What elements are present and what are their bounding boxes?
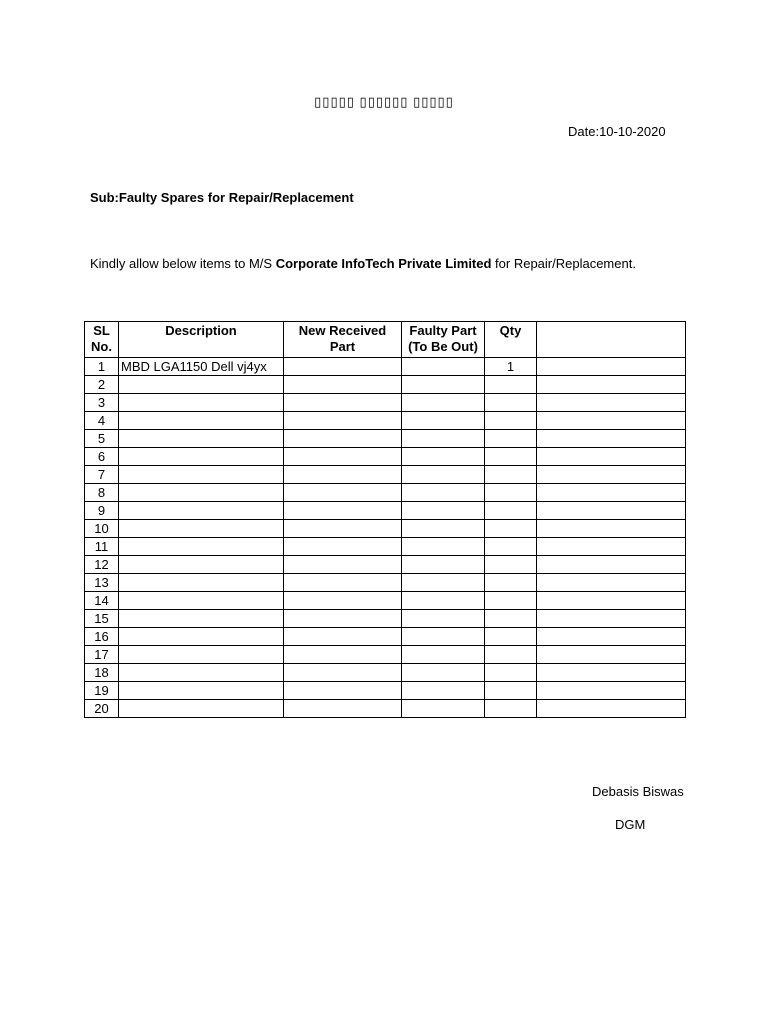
cell-faulty-part bbox=[402, 538, 485, 556]
header-faulty-part: Faulty Part (To Be Out) bbox=[402, 322, 485, 358]
cell-extra bbox=[537, 376, 686, 394]
cell-extra bbox=[537, 502, 686, 520]
cell-description bbox=[119, 592, 284, 610]
cell-description bbox=[119, 430, 284, 448]
cell-qty bbox=[485, 502, 537, 520]
cell-description bbox=[119, 466, 284, 484]
table-row bbox=[85, 430, 686, 448]
cell-qty bbox=[485, 412, 537, 430]
cell-sl-no: 5 bbox=[85, 430, 119, 448]
cell-qty bbox=[485, 556, 537, 574]
cell-description bbox=[119, 700, 284, 718]
cell-new-received-part bbox=[284, 700, 402, 718]
document-date: Date:10-10-2020 bbox=[568, 124, 666, 139]
cell-faulty-part bbox=[402, 592, 485, 610]
table-row bbox=[85, 502, 686, 520]
cell-faulty-part bbox=[402, 412, 485, 430]
header-description: Description bbox=[119, 322, 284, 358]
cell-new-received-part bbox=[284, 520, 402, 538]
cell-faulty-part bbox=[402, 556, 485, 574]
cell-sl-no: 13 bbox=[85, 574, 119, 592]
cell-description bbox=[119, 376, 284, 394]
request-company: Corporate InfoTech Private Limited bbox=[275, 256, 492, 271]
cell-new-received-part bbox=[284, 502, 402, 520]
table-row bbox=[85, 538, 686, 556]
cell-sl-no: 19 bbox=[85, 682, 119, 700]
cell-faulty-part bbox=[402, 358, 485, 376]
request-paragraph bbox=[90, 256, 636, 271]
table-row bbox=[85, 394, 686, 412]
cell-description bbox=[119, 646, 284, 664]
cell-qty bbox=[485, 664, 537, 682]
cell-qty bbox=[485, 448, 537, 466]
cell-sl-no: 12 bbox=[85, 556, 119, 574]
cell-extra bbox=[537, 448, 686, 466]
cell-description bbox=[119, 502, 284, 520]
cell-sl-no: 11 bbox=[85, 538, 119, 556]
table-row bbox=[85, 448, 686, 466]
items-table bbox=[84, 321, 686, 718]
table-row bbox=[85, 700, 686, 718]
table-row bbox=[85, 376, 686, 394]
cell-description bbox=[119, 448, 284, 466]
cell-new-received-part bbox=[284, 376, 402, 394]
cell-description bbox=[119, 574, 284, 592]
cell-sl-no: 8 bbox=[85, 484, 119, 502]
cell-new-received-part bbox=[284, 538, 402, 556]
cell-extra bbox=[537, 700, 686, 718]
cell-new-received-part bbox=[284, 646, 402, 664]
table-row bbox=[85, 628, 686, 646]
cell-qty bbox=[485, 430, 537, 448]
cell-qty bbox=[485, 628, 537, 646]
header-qty: Qty bbox=[485, 322, 537, 358]
cell-new-received-part bbox=[284, 682, 402, 700]
cell-qty: 1 bbox=[485, 358, 537, 376]
cell-extra bbox=[537, 610, 686, 628]
cell-new-received-part bbox=[284, 358, 402, 376]
cell-extra bbox=[537, 664, 686, 682]
cell-new-received-part bbox=[284, 430, 402, 448]
cell-qty bbox=[485, 574, 537, 592]
cell-qty bbox=[485, 538, 537, 556]
cell-faulty-part bbox=[402, 502, 485, 520]
cell-new-received-part bbox=[284, 556, 402, 574]
cell-sl-no: 10 bbox=[85, 520, 119, 538]
cell-sl-no: 17 bbox=[85, 646, 119, 664]
cell-faulty-part bbox=[402, 646, 485, 664]
header-new-received-part: New Received Part bbox=[284, 322, 402, 358]
cell-extra bbox=[537, 484, 686, 502]
cell-faulty-part bbox=[402, 682, 485, 700]
cell-extra bbox=[537, 628, 686, 646]
cell-sl-no: 18 bbox=[85, 664, 119, 682]
cell-faulty-part bbox=[402, 664, 485, 682]
signatory-title: DGM bbox=[615, 817, 646, 832]
cell-sl-no: 16 bbox=[85, 628, 119, 646]
table-row bbox=[85, 574, 686, 592]
table-row bbox=[85, 520, 686, 538]
table-row bbox=[85, 610, 686, 628]
table-row bbox=[85, 556, 686, 574]
cell-sl-no: 6 bbox=[85, 448, 119, 466]
cell-qty bbox=[485, 376, 537, 394]
cell-sl-no: 20 bbox=[85, 700, 119, 718]
cell-description bbox=[119, 538, 284, 556]
cell-qty bbox=[485, 610, 537, 628]
cell-sl-no: 3 bbox=[85, 394, 119, 412]
table-header-row bbox=[85, 322, 686, 358]
cell-new-received-part bbox=[284, 610, 402, 628]
cell-qty bbox=[485, 682, 537, 700]
table-row bbox=[85, 646, 686, 664]
cell-extra bbox=[537, 646, 686, 664]
cell-description bbox=[119, 556, 284, 574]
cell-new-received-part bbox=[284, 412, 402, 430]
cell-new-received-part bbox=[284, 628, 402, 646]
request-prefix: Kindly allow below items to M/S bbox=[90, 256, 276, 271]
items-table-body bbox=[85, 358, 686, 718]
cell-new-received-part bbox=[284, 448, 402, 466]
cell-description bbox=[119, 484, 284, 502]
cell-extra bbox=[537, 394, 686, 412]
cell-sl-no: 2 bbox=[85, 376, 119, 394]
request-suffix: for Repair/Replacement. bbox=[491, 256, 636, 271]
cell-description bbox=[119, 628, 284, 646]
table-row bbox=[85, 466, 686, 484]
cell-faulty-part bbox=[402, 430, 485, 448]
cell-description bbox=[119, 520, 284, 538]
cell-faulty-part bbox=[402, 628, 485, 646]
cell-qty bbox=[485, 646, 537, 664]
cell-faulty-part bbox=[402, 574, 485, 592]
cell-description bbox=[119, 610, 284, 628]
subject-line: Sub:Faulty Spares for Repair/Replacement bbox=[90, 190, 354, 205]
signatory-name: Debasis Biswas bbox=[592, 784, 684, 799]
cell-new-received-part bbox=[284, 466, 402, 484]
cell-description bbox=[119, 394, 284, 412]
cell-extra bbox=[537, 520, 686, 538]
cell-faulty-part bbox=[402, 448, 485, 466]
table-row bbox=[85, 484, 686, 502]
cell-new-received-part bbox=[284, 664, 402, 682]
cell-sl-no: 9 bbox=[85, 502, 119, 520]
cell-description: MBD LGA1150 Dell vj4yx bbox=[119, 358, 284, 376]
cell-extra bbox=[537, 592, 686, 610]
table-row bbox=[85, 664, 686, 682]
cell-extra bbox=[537, 556, 686, 574]
cell-extra bbox=[537, 574, 686, 592]
cell-sl-no: 7 bbox=[85, 466, 119, 484]
cell-faulty-part bbox=[402, 376, 485, 394]
cell-faulty-part bbox=[402, 610, 485, 628]
table-row bbox=[85, 682, 686, 700]
cell-faulty-part bbox=[402, 700, 485, 718]
cell-qty bbox=[485, 700, 537, 718]
table-row bbox=[85, 358, 686, 376]
table-row bbox=[85, 412, 686, 430]
cell-new-received-part bbox=[284, 592, 402, 610]
cell-qty bbox=[485, 484, 537, 502]
cell-sl-no: 1 bbox=[85, 358, 119, 376]
cell-extra bbox=[537, 682, 686, 700]
cell-new-received-part bbox=[284, 394, 402, 412]
cell-extra bbox=[537, 430, 686, 448]
cell-extra bbox=[537, 358, 686, 376]
cell-description bbox=[119, 412, 284, 430]
cell-qty bbox=[485, 520, 537, 538]
cell-sl-no: 14 bbox=[85, 592, 119, 610]
header-extra bbox=[537, 322, 686, 358]
cell-faulty-part bbox=[402, 466, 485, 484]
cell-extra bbox=[537, 466, 686, 484]
header-sl-no: SL No. bbox=[85, 322, 119, 358]
cell-new-received-part bbox=[284, 574, 402, 592]
cell-extra bbox=[537, 412, 686, 430]
cell-new-received-part bbox=[284, 484, 402, 502]
cell-faulty-part bbox=[402, 484, 485, 502]
cell-faulty-part bbox=[402, 394, 485, 412]
cell-description bbox=[119, 682, 284, 700]
cell-description bbox=[119, 664, 284, 682]
cell-faulty-part bbox=[402, 520, 485, 538]
cell-sl-no: 15 bbox=[85, 610, 119, 628]
cell-extra bbox=[537, 538, 686, 556]
document-header-title: ▯▯▯▯▯ ▯▯▯▯▯▯ ▯▯▯▯▯ bbox=[314, 94, 454, 109]
cell-qty bbox=[485, 394, 537, 412]
cell-qty bbox=[485, 466, 537, 484]
cell-sl-no: 4 bbox=[85, 412, 119, 430]
cell-qty bbox=[485, 592, 537, 610]
table-row bbox=[85, 592, 686, 610]
